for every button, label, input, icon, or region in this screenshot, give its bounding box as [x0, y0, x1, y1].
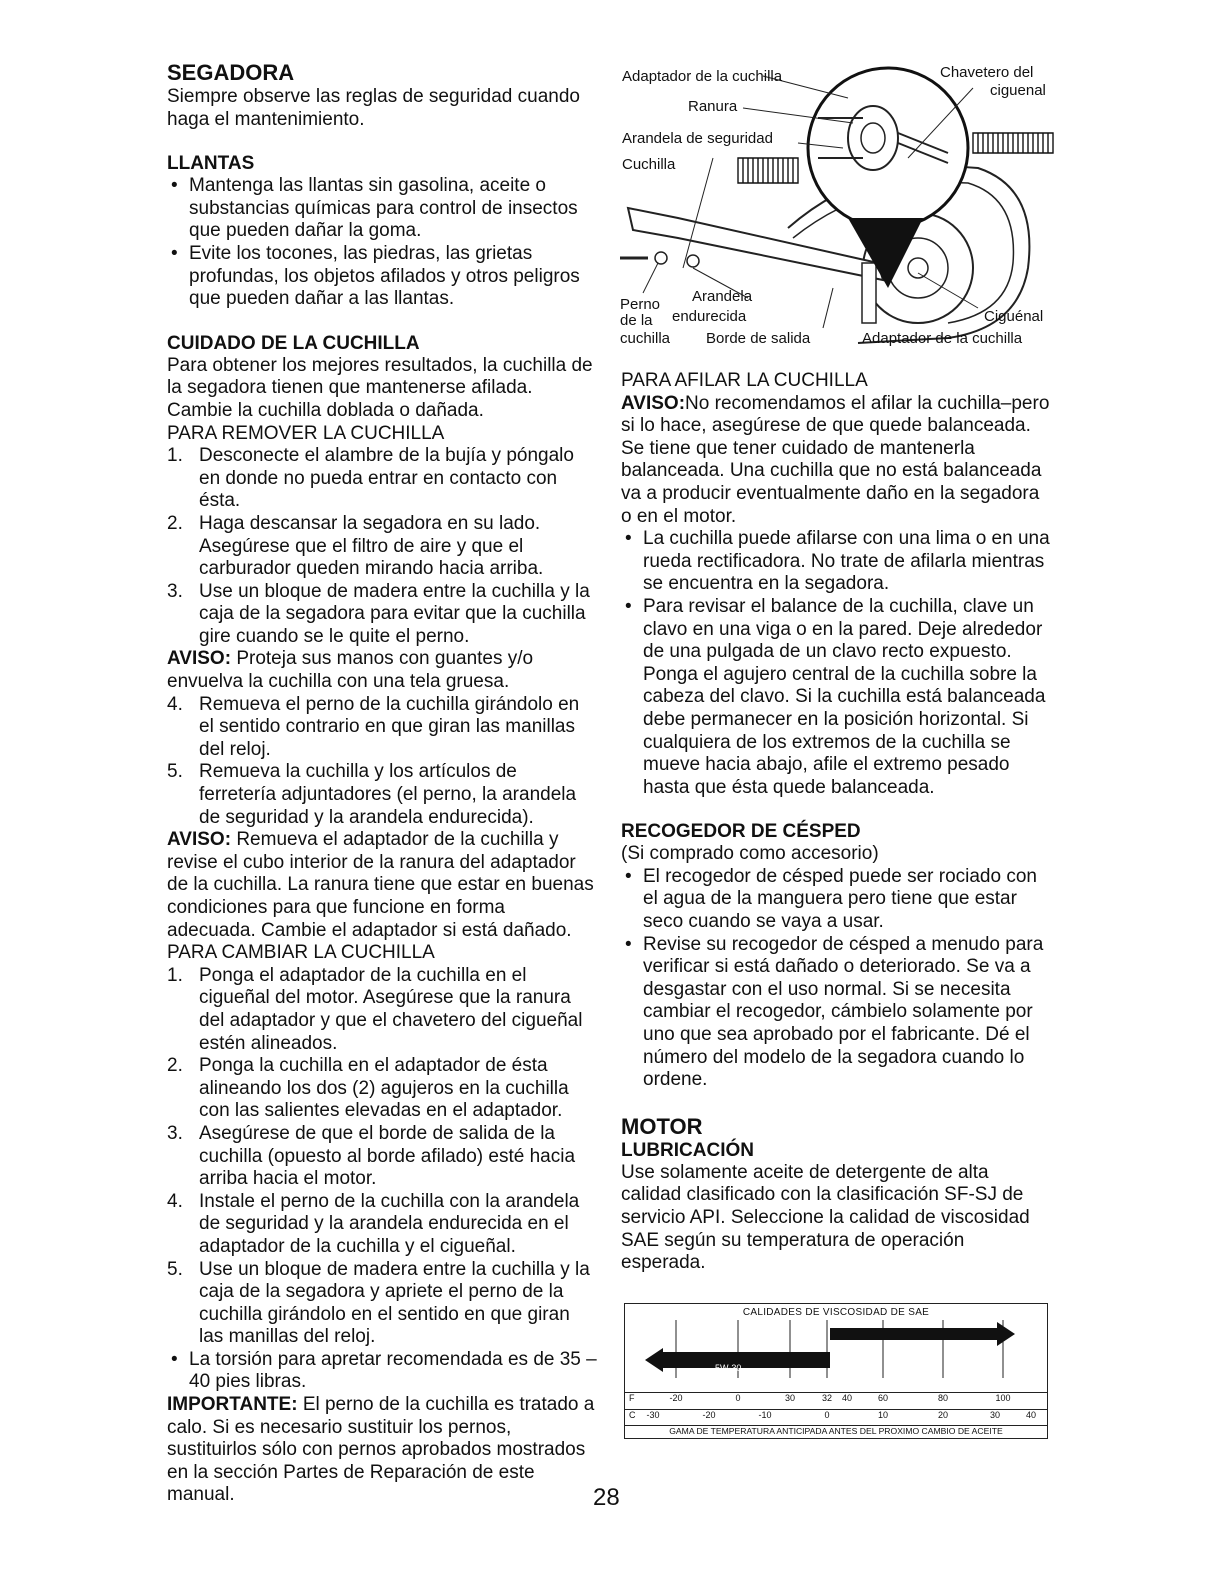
tick: -30: [646, 1410, 660, 1420]
heading-cuidado: CUIDADO DE LA CUCHILLA: [167, 332, 420, 354]
lubricacion-text: Use solamente aceite de detergente de alta calidad clasificado con la clasificación SF-SJ de servicio API. Seleccione la calidad de viscosidad SAE según su temperatura de operación esperada.: [621, 1161, 1030, 1274]
remover-steps: [167, 445, 597, 648]
viscosity-chart: [624, 1303, 1048, 1439]
list-item: 5. Use un bloque de madera entre la cuchilla y la caja de la segadora y apriete el perno de la cuchilla girándolo en el sentido en que giran las manillas del reloj.: [167, 1258, 590, 1348]
recogedor-list: [621, 866, 1053, 1092]
tick: 40: [841, 1393, 853, 1403]
list-item: 5. Remueva la cuchilla y los artículos de ferretería adjuntadores (el perno, la arandela de seguridad y la arandela endurecida).: [167, 761, 577, 828]
list-item: 3. Asegúrese de que el borde de salida de la cuchilla (opuesto al borde afilado) esté hacia arriba hacia el motor.: [167, 1122, 576, 1190]
label-adaptador-top: Adaptador de la cuchilla: [622, 68, 783, 85]
label-adaptador-bottom: Adaptador de la cuchilla: [862, 330, 1023, 347]
section-title-motor: MOTOR: [621, 1113, 703, 1139]
bar-label-5w30: 5W-30: [715, 1363, 742, 1373]
label-borde: Borde de salida: [706, 330, 811, 347]
viscosity-bars: [625, 1320, 1047, 1380]
tick: -10: [758, 1410, 772, 1420]
heading-lubricacion: LUBRICACIÓN: [621, 1139, 754, 1161]
tick: 0: [735, 1393, 741, 1403]
list-item: • Revise su recogedor de césped a menudo para verificar si está dañado o deteriorado. Se va a desgastar con el uso normal. Si se necesita cambiar el recogedor, cámbielo solamente por uno que sea aprobado por el fabricante. Dé el número del modelo de la segadora cuando lo ordene.: [625, 933, 1044, 1091]
cuidado-intro: Para obtener los mejores resultados, la cuchilla de la segadora tienen que mantenerse afilada. Cambie la cuchilla doblada o dañada.: [167, 354, 593, 421]
label-chavetero: Chavetero del: [940, 64, 1034, 81]
label-ranura: Ranura: [688, 98, 738, 115]
list-item: • El recogedor de césped puede ser rociado con el agua de la manguera pero tiene que estar seco cuando se vaya a usar.: [625, 865, 1037, 933]
tick: 10: [877, 1410, 889, 1420]
recogedor-sub: (Si comprado como accesorio): [621, 843, 879, 865]
list-item: 1. Desconecte el alambre de la bujía y póngalo en donde no pueda entrar en contacto con ésta.: [167, 445, 574, 512]
subheading-cambiar: PARA CAMBIAR LA CUCHILLA: [167, 942, 435, 964]
bar-label-sae30: SAE 30: [900, 1339, 931, 1349]
tick: 40: [1025, 1410, 1037, 1420]
tick: 60: [877, 1393, 889, 1403]
llantas-list: [167, 175, 597, 311]
blade-assembly-diagram: [618, 58, 1058, 358]
label-arandela: Arandela: [692, 288, 753, 305]
tick: 20: [937, 1410, 949, 1420]
tick: 100: [995, 1393, 1011, 1403]
aviso-afilar: AVISO:No recomendamos el afilar la cuchilla–pero si lo hace, asegúrese de que quede balanceada. Se tiene que tener cuidado de mantenerla balanceada. Una cuchilla que no está balanceada va a producir eventualmente daño en la segadora o en el motor.: [621, 392, 1050, 527]
importante-note: IMPORTANTE: El perno de la cuchilla es tratado a calo. Si es necesario sustituir los pernos, sustituirlos sólo con pernos aprobados mostrados en la sección Partes de Reparación de este manual.: [167, 1394, 595, 1506]
c-unit: C: [629, 1410, 636, 1420]
celsius-scale: [625, 1409, 1047, 1422]
left-column: [167, 60, 597, 1507]
aviso-adaptador: AVISO: Remueva el adaptador de la cuchilla y revise el cubo interior de la ranura del adaptador de la cuchilla. La ranura tiene que estar en buenas condiciones para que funcione en forma adecuada. Cambie el adaptador si está dañado.: [167, 829, 594, 941]
heading-llantas: LLANTAS: [167, 153, 255, 175]
label-perno-2: de la: [620, 312, 653, 329]
label-perno-3: cuchilla: [620, 330, 671, 347]
label-cuchilla: Cuchilla: [622, 156, 676, 173]
label-chavetero-2: ciguenal: [990, 82, 1046, 99]
torsion-list: [167, 1349, 597, 1394]
chart-footer: GAMA DE TEMPERATURA ANTICIPADA ANTES DEL PROXIMO CAMBIO DE ACEITE: [625, 1425, 1047, 1437]
tick: -20: [702, 1410, 716, 1420]
subheading-afilar: PARA AFILAR LA CUCHILLA: [621, 370, 868, 391]
cambiar-steps: [167, 965, 597, 1349]
list-item: • Para revisar el balance de la cuchilla, clave un clavo en una viga o en la pared. Deje alrededor de una pulgada de un clavo recto expuesto. Ponga el agujero central de la cuchilla sobre la cabeza del clavo. Si la cuchilla está balanceada debe permanecer en la posición horizontal. Si cualquiera de los extremos de la cuchilla se mueve hacia abajo, afile el extremo pesado hasta que ésta quede balanceada.: [625, 595, 1046, 798]
list-item: • La cuchilla puede afilarse con una lima o en una rueda rectificadora. No trate de afilarla mientras se encuentra en la segadora.: [625, 528, 1050, 595]
list-item: 1. Ponga el adaptador de la cuchilla en el cigueñal del motor. Asegúrese que la ranura del adaptador y que el chavetero del cigueñal estén alineados.: [167, 964, 583, 1054]
list-item: 4. Instale el perno de la cuchilla con la arandela de seguridad y la arandela endurecida en el adaptador de la cuchilla y el cigueñal.: [167, 1190, 580, 1257]
segadora-intro: Siempre observe las reglas de seguridad cuando haga el mantenimiento.: [167, 86, 580, 130]
heading-recogedor: RECOGEDOR DE CÉSPED: [621, 821, 861, 843]
tick: 32: [821, 1393, 833, 1403]
list-item: 4. Remueva el perno de la cuchilla girándolo en el sentido contrario en que giran las manillas del reloj.: [167, 693, 580, 760]
label-ciguenal: Ciguénal: [984, 308, 1044, 325]
right-column: [621, 370, 1053, 1275]
f-unit: F: [629, 1393, 635, 1403]
list-item: • Evite los tocones, las piedras, las grietas profundas, los objetos afilados y otros peligros que pueden dañar a las llantas.: [171, 242, 580, 310]
tick: 0: [824, 1410, 830, 1420]
afilar-list: [621, 528, 1053, 799]
label-arandela-2: endurecida: [672, 308, 747, 325]
aviso-guantes: AVISO: Proteja sus manos con guantes y/o envuelva la cuchilla con una tela gruesa.: [167, 648, 534, 693]
tick: 30: [989, 1410, 1001, 1420]
remover-steps-continued: [167, 694, 597, 830]
list-item: • La torsión para apretar recomendada es de 35 – 40 pies libras.: [171, 1348, 597, 1393]
chart-title: CALIDADES DE VISCOSIDAD DE SAE: [742, 1307, 930, 1318]
section-title-segadora: SEGADORA: [167, 60, 295, 85]
label-perno: Perno: [620, 296, 661, 313]
list-item: 3. Use un bloque de madera entre la cuchilla y la caja de la segadora para evitar que la cuchilla gire cuando se le quite el perno.: [167, 580, 590, 647]
fahrenheit-scale: [625, 1392, 1047, 1405]
list-item: 2. Ponga la cuchilla en el adaptador de ésta alineando los dos (2) agujeros en la cuchilla con las salientes elevadas en el adaptador.: [167, 1055, 569, 1122]
list-item: 2. Haga descansar la segadora en su lado. Asegúrese que el filtro de aire y que el carburador queden mirando hacia arriba.: [167, 512, 544, 580]
label-arandela-seguridad: Arandela de seguridad: [622, 130, 773, 147]
page-number: 28: [593, 1484, 620, 1511]
list-item: • Mantenga las llantas sin gasolina, aceite o substancias químicas para control de insectos que pueden dañar la goma.: [171, 175, 578, 242]
subheading-remover: PARA REMOVER LA CUCHILLA: [167, 422, 445, 444]
tick: 30: [784, 1393, 796, 1403]
tick: 80: [937, 1393, 949, 1403]
tick: -20: [669, 1393, 683, 1403]
